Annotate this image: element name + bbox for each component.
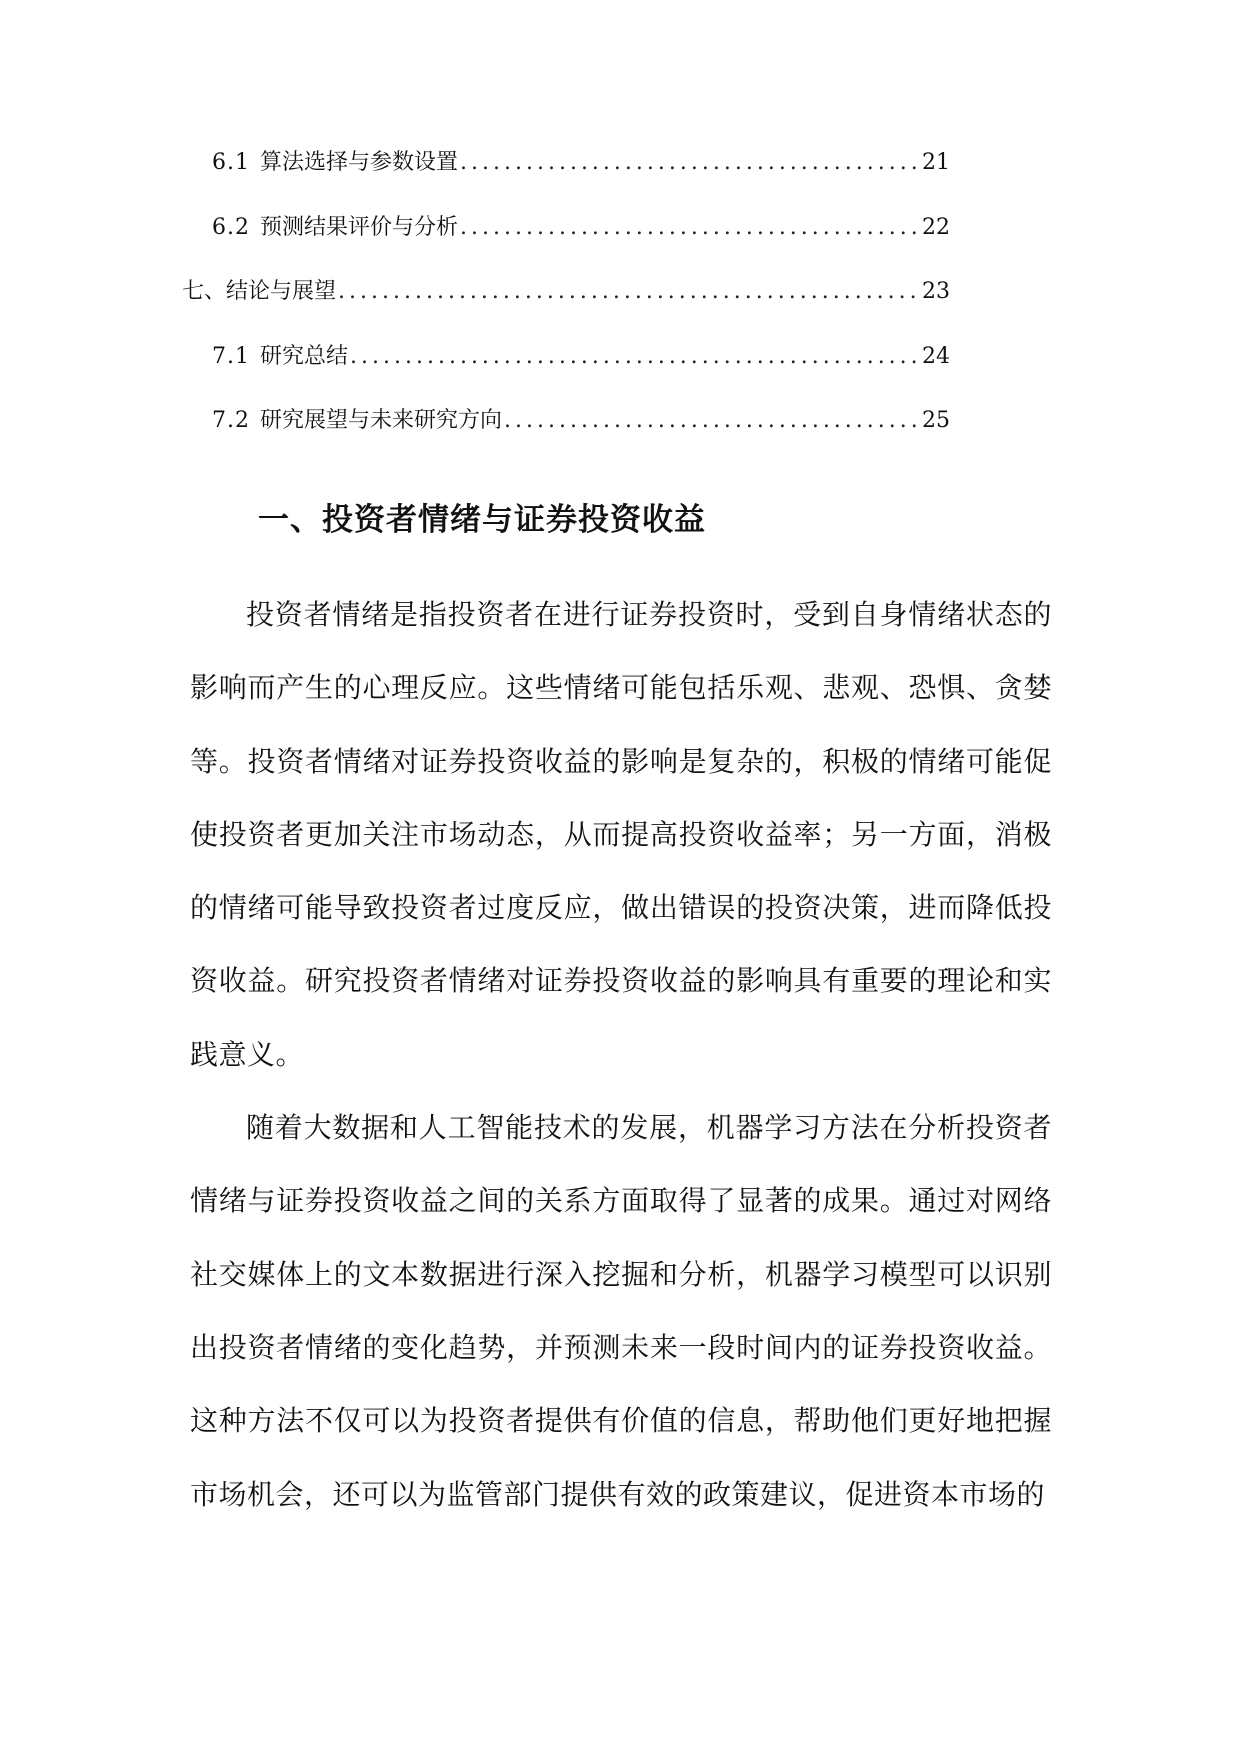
paragraph: 随着大数据和人工智能技术的发展，机器学习方法在分析投资者情绪与证券投资收益之间的关系方面取得了显著的成果。通过对网络社交媒体上的文本数据进行深入挖掘和分析，机器学习模型可以识别出投资者情绪的变化趋势，并预测未来一段时间内的证券投资收益。这种方法不仅可以为投资者提供有价值的信息，帮助他们更好地把握市场机会，还可以为监管部门提供有效的政策建议，促进资本市场的: [190, 1111, 1052, 1511]
toc-entry[interactable]: [182, 277, 950, 342]
toc-number: 7.1: [212, 343, 250, 369]
toc-entry[interactable]: [190, 342, 950, 407]
toc-label: [212, 406, 502, 436]
toc-leader-dots: [504, 406, 920, 436]
toc-title: 研究总结: [260, 343, 349, 369]
toc-entry[interactable]: [190, 213, 950, 278]
toc-page-number: 21: [922, 150, 950, 175]
toc-leader-dots: [338, 277, 920, 307]
toc-page-number: 23: [922, 279, 950, 304]
toc-title: 算法选择与参数设置: [260, 150, 459, 175]
toc-label: [182, 277, 336, 307]
toc-entry[interactable]: [190, 406, 950, 471]
toc-page-number: 24: [922, 343, 950, 369]
toc-title: 研究展望与未来研究方向: [260, 408, 503, 433]
section-heading: 一、投资者情绪与证券投资收益: [258, 502, 706, 538]
toc-number: 6.1: [212, 150, 250, 175]
toc-leader-dots: [350, 342, 920, 372]
toc-page-number: 25: [922, 408, 950, 433]
toc-number: 7.2: [212, 408, 250, 433]
toc-leader-dots: [460, 213, 920, 243]
toc-title: 预测结果评价与分析: [260, 214, 459, 240]
toc-number: 6.2: [212, 214, 250, 240]
toc-title: 七、结论与展望: [182, 279, 337, 304]
toc-label: [212, 148, 458, 178]
paragraph: 投资者情绪是指投资者在进行证券投资时，受到自身情绪状态的影响而产生的心理反应。这些情绪可能包括乐观、悲观、恐惧、贪婪等。投资者情绪对证券投资收益的影响是复杂的，积极的情绪可能促使投资者更加关注市场动态，从而提高投资收益率；另一方面，消极的情绪可能导致投资者过度反应，做出错误的投资决策，进而降低投资收益。研究投资者情绪对证券投资收益的影响具有重要的理论和实践意义。: [190, 598, 1052, 1071]
toc-entry[interactable]: [190, 148, 950, 213]
table-of-contents: [182, 148, 950, 471]
toc-label: [212, 213, 458, 243]
toc-leader-dots: [460, 148, 920, 178]
toc-page-number: 22: [922, 214, 950, 240]
section-body: [190, 578, 1052, 1531]
toc-label: [212, 342, 348, 372]
